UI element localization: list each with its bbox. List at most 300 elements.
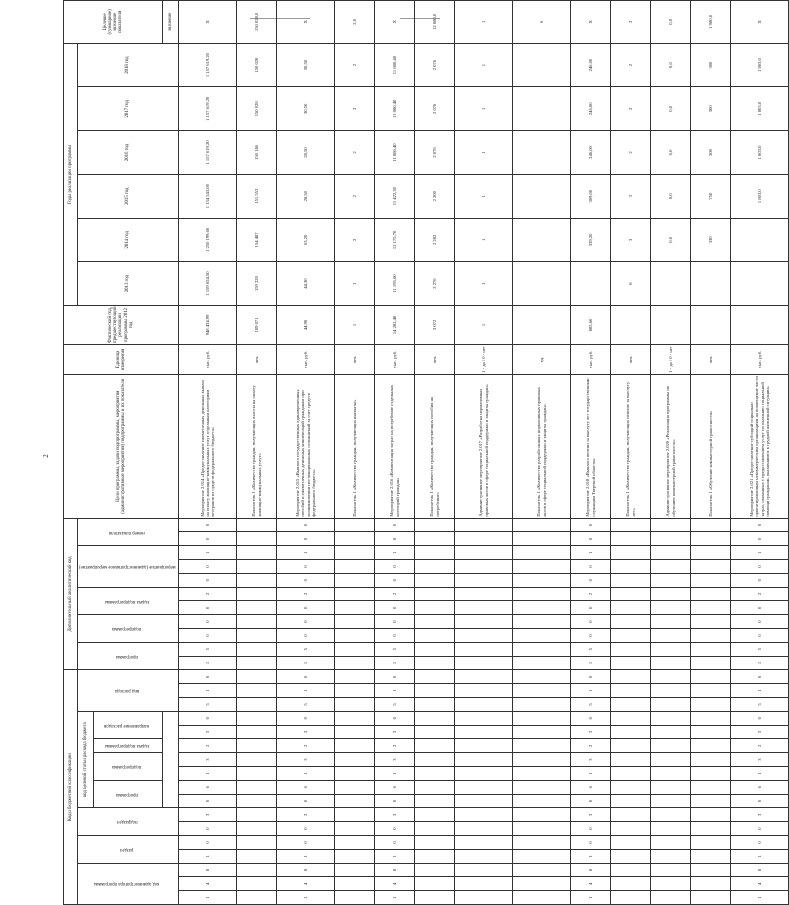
code-digit xyxy=(415,532,455,546)
code-digit: 0 xyxy=(179,711,237,725)
code-digit: 0 xyxy=(277,601,335,615)
code-digit: 0 xyxy=(277,615,335,629)
row-2014: 330 xyxy=(691,218,731,262)
code-digit xyxy=(611,532,651,546)
row-2017: 0,0 xyxy=(651,87,691,131)
row-2018: 1 803,0 xyxy=(731,43,789,87)
row-unit: тыс. руб. xyxy=(375,345,415,375)
code-digit xyxy=(651,601,691,615)
code-digit xyxy=(237,711,277,725)
row-2017: 1 803,0 xyxy=(731,87,789,131)
code-digit: 0 xyxy=(731,670,789,684)
code-digit xyxy=(611,560,651,574)
code-digit xyxy=(415,849,455,863)
code-digit xyxy=(651,670,691,684)
code-digit: 0 xyxy=(375,794,415,808)
code-digit xyxy=(335,601,375,615)
code-digit xyxy=(335,891,375,905)
code-digit xyxy=(237,891,277,905)
row-2017: 11 880,40 xyxy=(375,87,415,131)
row-unit: тыс. руб. xyxy=(179,345,237,375)
table-row xyxy=(277,1,335,905)
row-2015: 2 xyxy=(335,174,375,218)
code-digit xyxy=(611,698,651,712)
table-row xyxy=(513,1,571,905)
code-digit xyxy=(513,518,571,532)
code-digit: 3 xyxy=(571,808,611,822)
code-digit: 8 xyxy=(375,863,415,877)
code-digit: 1 xyxy=(179,849,237,863)
code-digit: 1 xyxy=(571,891,611,905)
code-digit xyxy=(691,836,731,850)
code-digit xyxy=(691,794,731,808)
code-digit xyxy=(651,615,691,629)
header-col-task: задача подпрограммы xyxy=(78,587,179,615)
row-unit: тыс. руб. xyxy=(277,345,335,375)
row-description: Административное мероприятие 2.017 «Разработка нормативных правовых актов в сфере социальной поддержки и защиты граждан» xyxy=(455,374,513,518)
row-2018: 150 028 xyxy=(237,43,277,87)
row-2015 xyxy=(513,174,571,218)
row-2013 xyxy=(513,262,571,306)
header-year-2017: 2017 год xyxy=(78,87,179,131)
code-digit xyxy=(611,601,651,615)
code-digit xyxy=(651,808,691,822)
code-digit: 0 xyxy=(179,560,237,574)
row-2015: 1 xyxy=(455,174,513,218)
code-digit: 2 xyxy=(731,587,789,601)
code-digit: 6 xyxy=(179,780,237,794)
header-budget-classification: Коды бюджетной классификации xyxy=(64,670,78,905)
code-digit xyxy=(335,532,375,546)
row-unit: чел. xyxy=(335,345,375,375)
code-digit xyxy=(455,615,513,629)
code-digit xyxy=(611,711,651,725)
code-digit xyxy=(691,546,731,560)
code-digit: 1 xyxy=(731,656,789,670)
row-2014: 1 xyxy=(455,218,513,262)
header-program-goals: Цели программы, задачи подпрограммы, мероприятия (административные мероприятия) подпрограммы и их показатели xyxy=(64,374,179,518)
code-digit xyxy=(651,587,691,601)
row-2018: 0,0 xyxy=(651,43,691,87)
table-row xyxy=(237,1,277,905)
code-digit: 0 xyxy=(375,711,415,725)
code-digit xyxy=(335,780,375,794)
code-digit xyxy=(335,739,375,753)
code-digit xyxy=(611,587,651,601)
row-fact: 1 xyxy=(455,305,513,344)
code-digit xyxy=(651,698,691,712)
code-digit xyxy=(611,794,651,808)
code-digit xyxy=(335,808,375,822)
code-digit xyxy=(513,573,571,587)
code-digit xyxy=(415,546,455,560)
code-digit xyxy=(335,518,375,532)
code-digit: 0 xyxy=(277,532,335,546)
code-digit: 6 xyxy=(571,780,611,794)
code-digit: 0 xyxy=(571,794,611,808)
row-2014: 3 xyxy=(611,218,651,262)
code-digit xyxy=(415,711,455,725)
row-target: 12 080,0 xyxy=(415,1,455,44)
code-digit xyxy=(237,822,277,836)
code-digit xyxy=(513,601,571,615)
code-digit xyxy=(691,891,731,905)
table-row xyxy=(375,1,415,905)
code-digit: 3 xyxy=(375,725,415,739)
code-digit xyxy=(335,877,375,891)
code-digit xyxy=(611,877,651,891)
code-digit: 5 xyxy=(375,642,415,656)
header-target: Целевое (суммарное) значение показателя xyxy=(64,1,163,44)
code-digit xyxy=(237,546,277,560)
row-2014: 2 xyxy=(335,218,375,262)
code-digit: 0 xyxy=(277,822,335,836)
row-2015: 0,0 xyxy=(651,174,691,218)
code-digit: 8 xyxy=(571,863,611,877)
code-digit: 0 xyxy=(375,518,415,532)
code-digit: 1 xyxy=(277,767,335,781)
code-digit xyxy=(455,560,513,574)
row-2014: 12 175,70 xyxy=(375,218,415,262)
code-digit xyxy=(691,877,731,891)
code-digit: 1 xyxy=(375,684,415,698)
code-digit: 1 xyxy=(571,767,611,781)
header-vr: вид расхода xyxy=(78,670,179,711)
code-digit xyxy=(415,698,455,712)
row-2018: 2 xyxy=(335,43,375,87)
code-digit: 0 xyxy=(277,711,335,725)
code-digit: 0 xyxy=(731,836,789,850)
code-digit xyxy=(455,518,513,532)
code-digit: 0 xyxy=(179,601,237,615)
code-digit: 0 xyxy=(571,601,611,615)
code-digit xyxy=(513,615,571,629)
code-digit xyxy=(237,532,277,546)
code-digit xyxy=(691,684,731,698)
code-digit xyxy=(335,863,375,877)
code-digit xyxy=(691,698,731,712)
code-digit xyxy=(651,863,691,877)
code-digit xyxy=(237,601,277,615)
code-digit: 0 xyxy=(375,601,415,615)
code-digit xyxy=(513,822,571,836)
code-digit: 0 xyxy=(179,615,237,629)
row-2014: 339,20 xyxy=(571,218,611,262)
code-digit xyxy=(611,725,651,739)
code-digit xyxy=(611,684,651,698)
row-unit: ед. xyxy=(513,345,571,375)
code-digit: 1 xyxy=(731,891,789,905)
code-digit: 1 xyxy=(375,767,415,781)
code-digit xyxy=(335,670,375,684)
code-digit xyxy=(513,560,571,574)
code-digit xyxy=(415,822,455,836)
code-digit xyxy=(455,863,513,877)
code-digit xyxy=(335,615,375,629)
row-2017: 246,00 xyxy=(571,87,611,131)
code-digit xyxy=(455,891,513,905)
code-digit: 5 xyxy=(571,642,611,656)
code-digit: 0 xyxy=(731,822,789,836)
code-digit xyxy=(651,822,691,836)
code-digit xyxy=(513,753,571,767)
code-digit: 1 xyxy=(277,891,335,905)
header-target-sub: значение xyxy=(162,1,178,44)
code-digit xyxy=(415,836,455,850)
code-digit xyxy=(335,587,375,601)
code-digit xyxy=(691,849,731,863)
row-fact xyxy=(731,305,789,344)
row-2014: 2 282 xyxy=(415,218,455,262)
row-unit: чел. xyxy=(415,345,455,375)
row-fact: 885,60 xyxy=(571,305,611,344)
code-digit xyxy=(455,739,513,753)
code-digit xyxy=(651,629,691,643)
row-2017: 2 xyxy=(335,87,375,131)
row-2014: 1 250 199,60 xyxy=(179,218,237,262)
row-unit: чел. xyxy=(691,345,731,375)
code-digit xyxy=(237,794,277,808)
row-2017: 1 xyxy=(455,87,513,131)
code-digit xyxy=(415,794,455,808)
row-target: Х xyxy=(731,1,789,44)
code-digit xyxy=(415,587,455,601)
code-digit: 0 xyxy=(731,601,789,615)
row-target: Х xyxy=(179,1,237,44)
row-description: Административное мероприятие 2.020 «Реализация программы по обучению компьютерной грамотности» xyxy=(651,374,691,518)
code-digit xyxy=(691,711,731,725)
code-digit xyxy=(415,753,455,767)
code-digit: 0 xyxy=(731,711,789,725)
code-digit xyxy=(335,725,375,739)
row-target: 2,0 xyxy=(335,1,375,44)
row-2014 xyxy=(731,218,789,262)
code-digit xyxy=(611,891,651,905)
header-csr-subprogram: подпрограмма xyxy=(94,753,163,781)
sheet-content xyxy=(63,0,770,905)
code-digit: 3 xyxy=(375,753,415,767)
row-2018: 30,50 xyxy=(277,43,335,87)
code-digit xyxy=(237,684,277,698)
row-2016: 2 076 xyxy=(415,131,455,175)
table-row xyxy=(651,1,691,905)
code-digit xyxy=(611,836,651,850)
row-2018: 300 xyxy=(691,43,731,87)
code-digit xyxy=(691,725,731,739)
code-digit: 1 xyxy=(179,767,237,781)
code-digit xyxy=(513,780,571,794)
code-digit xyxy=(237,642,277,656)
row-2016: 246,00 xyxy=(571,131,611,175)
code-digit: 3 xyxy=(277,725,335,739)
row-2013: 159 220 xyxy=(237,262,277,306)
row-unit: чел. xyxy=(237,345,277,375)
header-csr: код целевой статьи расхода бюджета xyxy=(78,711,94,808)
code-digit xyxy=(415,725,455,739)
code-digit xyxy=(237,877,277,891)
row-description: Мероприятие 2.016 «Компенсация затрат на погребение отдельных категорий граждан» xyxy=(375,374,415,518)
header-admin-code: код администратора программы xyxy=(78,863,179,904)
code-digit: 6 xyxy=(731,780,789,794)
table-row xyxy=(455,1,513,905)
row-2013 xyxy=(691,262,731,306)
code-digit xyxy=(237,753,277,767)
row-2016 xyxy=(513,131,571,175)
header-year-2016: 2016 год xyxy=(78,131,179,175)
code-digit xyxy=(237,656,277,670)
code-digit xyxy=(455,780,513,794)
code-digit: 3 xyxy=(179,808,237,822)
code-digit: 1 xyxy=(731,767,789,781)
code-digit: 0 xyxy=(277,670,335,684)
code-digit: 1 xyxy=(571,684,611,698)
code-digit xyxy=(691,601,731,615)
code-digit: 0 xyxy=(179,670,237,684)
code-digit xyxy=(611,642,651,656)
code-digit xyxy=(455,711,513,725)
code-digit xyxy=(335,560,375,574)
row-2017: 30,50 xyxy=(277,87,335,131)
row-2017: 150 028 xyxy=(237,87,277,131)
code-digit: 8 xyxy=(179,863,237,877)
code-digit: 0 xyxy=(277,794,335,808)
code-digit xyxy=(455,877,513,891)
code-digit xyxy=(691,629,731,643)
row-2014: 0,0 xyxy=(651,218,691,262)
code-digit xyxy=(513,794,571,808)
row-target: 1 980,0 xyxy=(691,1,731,44)
header-col-program: программа xyxy=(78,642,179,670)
header-additional-code: Дополнительный аналитический код xyxy=(64,518,78,670)
code-digit xyxy=(651,684,691,698)
row-2013 xyxy=(571,262,611,306)
code-digit: 4 xyxy=(277,877,335,891)
code-digit: 0 xyxy=(179,822,237,836)
table-row xyxy=(179,1,237,905)
row-target: 2 xyxy=(611,1,651,44)
code-digit xyxy=(513,587,571,601)
code-digit: 3 xyxy=(571,725,611,739)
code-digit xyxy=(611,767,651,781)
code-digit: 0 xyxy=(179,573,237,587)
code-digit xyxy=(237,739,277,753)
code-digit: 0 xyxy=(375,532,415,546)
code-digit xyxy=(237,518,277,532)
code-digit xyxy=(513,891,571,905)
code-digit: 2 xyxy=(571,587,611,601)
row-fact: 948 434,99 xyxy=(179,305,237,344)
code-digit: 0 xyxy=(731,560,789,574)
code-digit: 1 xyxy=(375,891,415,905)
row-2016: 28,50 xyxy=(277,131,335,175)
row-target: 150 028,0 xyxy=(237,1,277,44)
rotated-sheet xyxy=(63,0,770,905)
code-digit: 0 xyxy=(375,822,415,836)
code-digit: 5 xyxy=(179,698,237,712)
code-digit xyxy=(513,546,571,560)
row-description: Показатель 1 «Количество граждан, получающих пособия на погребение» xyxy=(415,374,455,518)
code-digit xyxy=(691,518,731,532)
code-digit xyxy=(651,780,691,794)
code-digit xyxy=(335,794,375,808)
code-digit xyxy=(611,615,651,629)
code-digit: 0 xyxy=(571,711,611,725)
row-2015: 1 134 543,00 xyxy=(179,174,237,218)
code-digit xyxy=(691,822,731,836)
code-digit xyxy=(513,836,571,850)
row-target: 0,0 xyxy=(651,1,691,44)
code-digit xyxy=(455,698,513,712)
row-description: Мероприятие 2.015 «Выплата государственных единовременных пособий и ежемесячных денежных компенсаций гражданам при возникновении поствакцинальных осложнений за счет средств федерального бюджета» xyxy=(277,374,335,518)
code-digit xyxy=(455,629,513,643)
code-digit: 0 xyxy=(731,532,789,546)
code-digit xyxy=(335,642,375,656)
code-digit xyxy=(651,725,691,739)
code-digit: 1 xyxy=(731,849,789,863)
code-digit xyxy=(415,656,455,670)
code-digit: 3 xyxy=(571,753,611,767)
code-digit xyxy=(691,863,731,877)
code-digit xyxy=(415,767,455,781)
code-digit xyxy=(335,711,375,725)
code-digit xyxy=(237,587,277,601)
code-digit xyxy=(335,684,375,698)
code-digit: 0 xyxy=(375,615,415,629)
code-digit: 0 xyxy=(571,518,611,532)
code-digit xyxy=(513,656,571,670)
code-digit xyxy=(237,836,277,850)
code-digit xyxy=(513,767,571,781)
row-2015: 3 xyxy=(611,174,651,218)
code-digit: 6 xyxy=(375,780,415,794)
row-2015: 309,00 xyxy=(571,174,611,218)
code-digit xyxy=(237,560,277,574)
code-digit xyxy=(611,753,651,767)
row-2018: 11 880,40 xyxy=(375,43,415,87)
code-digit: 0 xyxy=(571,670,611,684)
header-actual: Фактический год, предшествующий реализации программы 2012 год xyxy=(64,305,179,344)
code-digit xyxy=(611,518,651,532)
code-digit xyxy=(651,891,691,905)
code-digit: 8 xyxy=(731,863,789,877)
row-2013 xyxy=(651,262,691,306)
code-digit xyxy=(415,615,455,629)
row-2016: 1 803,0 xyxy=(731,131,789,175)
code-digit: 5 xyxy=(277,698,335,712)
code-digit xyxy=(691,670,731,684)
code-digit xyxy=(513,725,571,739)
row-2013: 11 195,60 xyxy=(375,262,415,306)
header-col-subprogram: подпрограмма xyxy=(78,615,179,643)
code-digit xyxy=(335,836,375,850)
row-2013: 1 xyxy=(335,262,375,306)
code-digit xyxy=(237,780,277,794)
row-unit: 1 - да / 0 - нет xyxy=(651,345,691,375)
code-digit: 0 xyxy=(731,518,789,532)
row-2017: 2 076 xyxy=(415,87,455,131)
row-fact: 14 282,40 xyxy=(375,305,415,344)
code-digit xyxy=(455,836,513,850)
row-2018 xyxy=(513,43,571,87)
code-digit: 5 xyxy=(571,698,611,712)
header-csr-program: программа xyxy=(94,780,163,808)
row-2015: 151 552 xyxy=(237,174,277,218)
code-digit xyxy=(455,532,513,546)
header-year-2014: 2014 год xyxy=(78,218,179,262)
row-2016: 0,0 xyxy=(651,131,691,175)
code-digit xyxy=(513,684,571,698)
row-2017: 300 xyxy=(691,87,731,131)
